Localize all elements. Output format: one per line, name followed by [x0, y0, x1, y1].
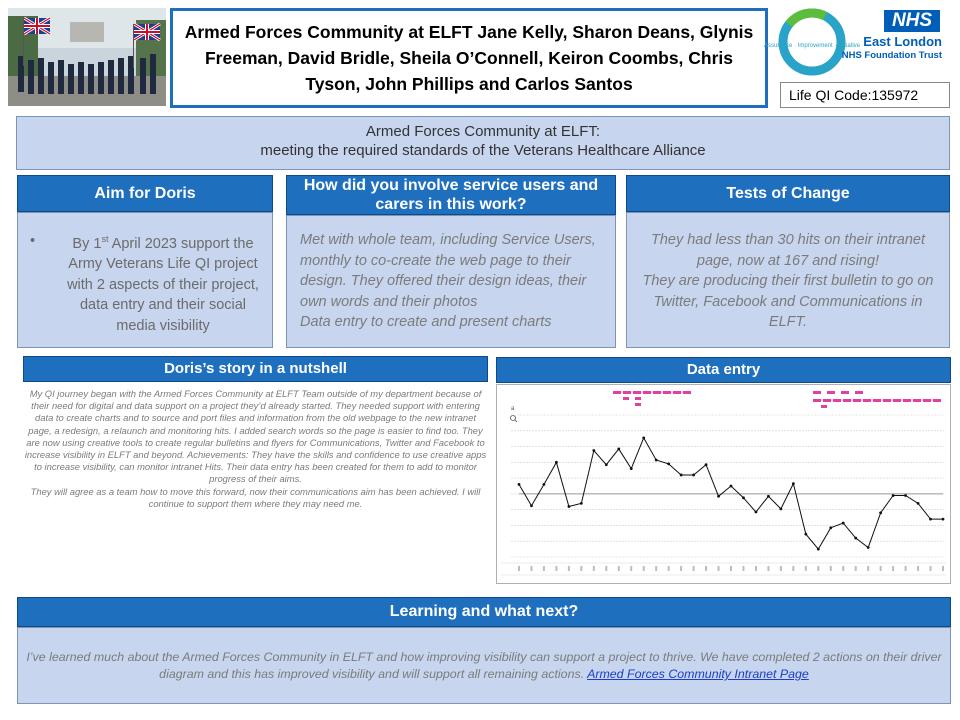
tests-of-change-text-2: They are producing their first bulletin to go on Twitter, Facebook and Communications in ELFT.	[642, 273, 934, 330]
data-point	[829, 526, 832, 529]
nhs-logo: NHS	[884, 10, 940, 32]
armed-forces-parade-photo	[8, 8, 166, 106]
aim-text-sup: st	[101, 234, 109, 244]
data-point	[705, 463, 708, 466]
x-tick-mark	[555, 566, 557, 571]
nhs-org-subline: NHS Foundation Trust	[841, 50, 942, 61]
run-chart	[497, 385, 950, 583]
data-point	[680, 474, 683, 477]
data-point	[854, 537, 857, 540]
x-tick-mark	[817, 566, 819, 571]
aim-text-start: By 1	[72, 235, 102, 252]
learning-text: I’ve learned much about the Armed Forces Community in ELFT and how improving visibility can support a project to thrive. We have completed 2 actions on their driver diagram and this has improved visibility and will support all remaining actions.	[26, 650, 942, 681]
chart-gridlines	[501, 415, 946, 575]
parade-illustration	[8, 8, 166, 106]
data-point	[779, 507, 782, 510]
data-point	[518, 483, 521, 486]
data-entry-heading: Data entry	[496, 357, 951, 383]
x-tick-mark	[643, 566, 645, 571]
x-tick-mark	[705, 566, 707, 571]
x-tick-mark	[780, 566, 782, 571]
data-point	[530, 504, 533, 507]
data-point	[667, 463, 670, 466]
data-point	[792, 482, 795, 485]
x-tick-mark	[668, 566, 670, 571]
data-point	[892, 494, 895, 497]
story-paragraph-2: They will agree as a team how to move this forward, now their communications aim has been achieved. I will continue to support them where they may need me.	[30, 485, 481, 509]
svg-text:a: a	[511, 406, 515, 412]
x-tick-mark	[568, 566, 570, 571]
data-point	[543, 483, 546, 486]
aim-heading: Aim for Doris	[17, 175, 273, 212]
data-point	[929, 518, 932, 521]
involvement-text-1: Met with whole team, including Service Users, monthly to co-create the web page to their design. They offered their design ideas, their own words and their photos	[300, 232, 596, 310]
x-tick-mark	[880, 566, 882, 571]
assurance-logo-text: Assurance · Improvement · Initiative	[763, 43, 861, 49]
story-text	[23, 388, 488, 584]
life-qi-code: Life QI Code:135972	[780, 82, 950, 108]
data-point	[904, 494, 907, 497]
subtitle-line-2: meeting the required standards of the Veterans Healthcare Alliance	[260, 142, 706, 159]
poster-title: Armed Forces Community at ELFT Jane Kelly, Sharon Deans, Glynis Freeman, David Bridle, Sheila O’Connell, Keiron Coombs, Chris Tyson, John Phillips and Carlos Santos	[184, 22, 754, 94]
x-tick-mark	[792, 566, 794, 571]
learning-heading: Learning and what next?	[17, 597, 951, 627]
data-point	[605, 463, 608, 466]
story-paragraph-1: My QI journey began with the Armed Forces Community at ELFT Team outside of my department because of their need for digital and data support on a project they’d already started. They needed support with entering data to create charts and to source and port files and information from the old webpage to the new intranet page, a redesign, a relaunch and monitoring hits. I added search words so the page is easier to find too. They are now using creative tools to create regular bulletins and flyers for Communications, Twitter and Facebook to increase visibility in ELFT and beyond. Achievements: They have the skills and confidence to use creative apps to increase visibility, can monitor intranet Hits. Their data entry has been created for them to add to monitor progress of their aims.	[24, 388, 487, 485]
story-heading: Doris’s story in a nutshell	[23, 356, 488, 382]
data-point	[630, 467, 633, 470]
data-point	[730, 485, 733, 488]
x-tick-mark	[855, 566, 857, 571]
x-tick-mark	[767, 566, 769, 571]
aim-text-rest: April 2023 support the Army Veterans Life QI project with 2 aspects of their project, data entry and their social media visibility	[67, 235, 259, 334]
tests-of-change-text-1: They had less than 30 hits on their intranet page, now at 167 and rising!	[650, 232, 926, 269]
data-point	[755, 511, 758, 514]
x-tick-mark	[580, 566, 582, 571]
x-tick-mark	[830, 566, 832, 571]
x-tick-mark	[618, 566, 620, 571]
x-tick-mark	[593, 566, 595, 571]
involvement-panel	[286, 215, 616, 348]
involvement-text-2: Data entry to create and present charts	[300, 314, 552, 330]
data-point	[692, 474, 695, 477]
x-axis-tick-labels	[518, 566, 944, 571]
poster-title-box	[170, 8, 768, 108]
logos-area	[763, 8, 952, 80]
x-tick-mark	[518, 566, 520, 571]
intranet-page-link[interactable]: Armed Forces Community Intranet Page	[587, 667, 809, 681]
aim-bullet: •	[30, 233, 36, 249]
x-tick-mark	[655, 566, 657, 571]
data-point	[879, 511, 882, 514]
x-tick-mark	[867, 566, 869, 571]
x-tick-mark	[892, 566, 894, 571]
x-tick-mark	[530, 566, 532, 571]
data-point	[742, 496, 745, 499]
x-tick-mark	[742, 566, 744, 571]
x-tick-mark	[805, 566, 807, 571]
subtitle-line-1: Armed Forces Community at ELFT:	[365, 123, 601, 140]
x-tick-mark	[730, 566, 732, 571]
x-tick-mark	[905, 566, 907, 571]
nhs-org-name: East London	[863, 34, 942, 49]
data-point	[867, 546, 870, 549]
data-point	[767, 495, 770, 498]
x-tick-mark	[718, 566, 720, 571]
tests-of-change-heading: Tests of Change	[626, 175, 950, 212]
data-point	[567, 505, 570, 508]
involvement-heading: How did you involve service users and carers in this work?	[286, 175, 616, 215]
data-point	[580, 502, 583, 505]
x-tick-mark	[755, 566, 757, 571]
data-point	[842, 522, 845, 525]
x-tick-mark	[630, 566, 632, 571]
data-point	[804, 533, 807, 536]
x-tick-mark	[842, 566, 844, 571]
learning-panel	[17, 627, 951, 704]
x-tick-mark	[693, 566, 695, 571]
aim-text	[60, 229, 266, 336]
project-subtitle	[16, 116, 950, 170]
x-tick-mark	[680, 566, 682, 571]
data-point	[592, 449, 595, 452]
data-point	[817, 548, 820, 551]
chart-annotations	[511, 391, 942, 422]
data-point	[655, 459, 658, 462]
x-tick-mark	[942, 566, 944, 571]
aim-panel	[17, 212, 273, 348]
run-chart-panel	[496, 384, 951, 584]
x-tick-mark	[605, 566, 607, 571]
x-tick-mark	[930, 566, 932, 571]
tests-of-change-panel	[626, 212, 950, 348]
x-tick-mark	[543, 566, 545, 571]
x-tick-mark	[917, 566, 919, 571]
data-point	[642, 436, 645, 439]
data-point	[617, 448, 620, 451]
data-point	[942, 518, 945, 521]
data-point	[717, 495, 720, 498]
data-point	[917, 502, 920, 505]
data-point	[555, 461, 558, 464]
